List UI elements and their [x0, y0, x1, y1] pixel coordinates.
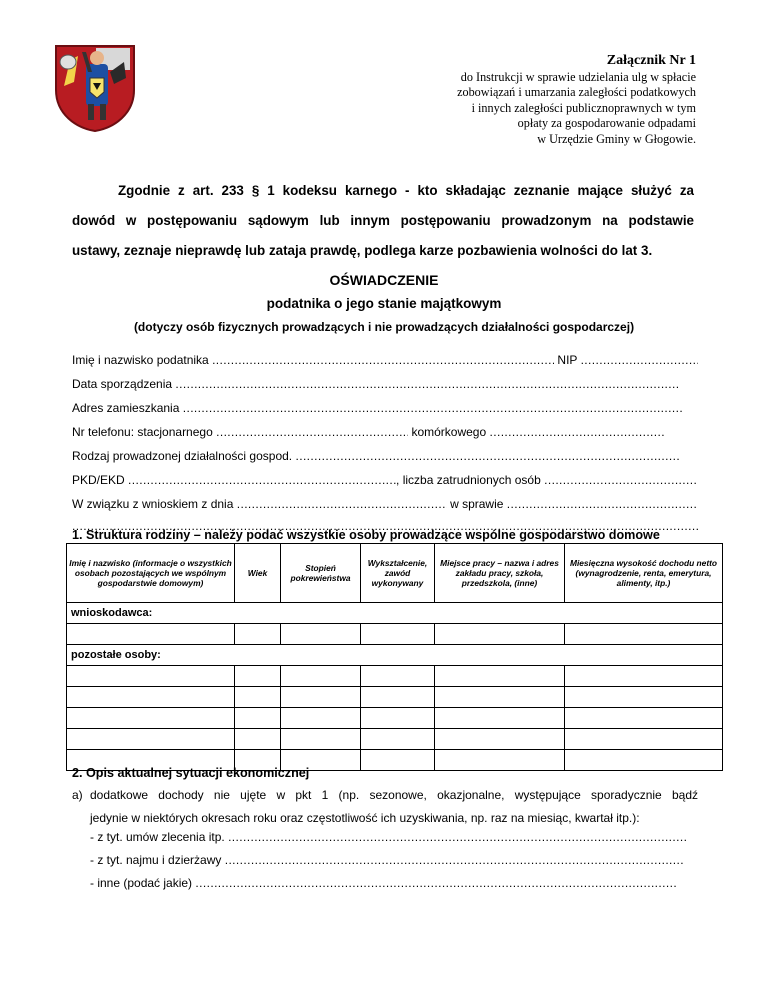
item-a-text-1: dodatkowe dochody nie ujęte w pkt 1 (np. sezonowe, okazjonalne, występujące sporadycznie bądź — [90, 788, 698, 802]
annex-header — [457, 52, 696, 147]
table-cell[interactable] — [235, 624, 281, 645]
table-cell[interactable] — [67, 624, 235, 645]
table-cell[interactable] — [435, 750, 565, 771]
table-header-row — [67, 544, 723, 603]
annex-line: i innych zaległości publicznoprawnych w tym — [471, 100, 696, 115]
table-cell[interactable] — [565, 708, 723, 729]
matter-label: w sprawie — [450, 497, 504, 511]
table-cell[interactable] — [281, 687, 361, 708]
name-input[interactable] — [212, 352, 554, 368]
field-row-address — [72, 400, 698, 416]
pkd-label: PKD/EKD — [72, 473, 125, 487]
table-cell[interactable] — [435, 666, 565, 687]
others-label: pozostałe osoby: — [67, 645, 723, 666]
table-cell[interactable] — [435, 687, 565, 708]
table-cell[interactable] — [565, 624, 723, 645]
document-scope: (dotyczy osób fizycznych prowadzących i nie prowadzących działalności gospodarczej) — [133, 320, 635, 334]
table-cell[interactable] — [235, 729, 281, 750]
table-cell[interactable] — [67, 729, 235, 750]
table-label-row — [67, 645, 723, 666]
warning-line: Zgodnie z art. 233 § 1 kodeksu karnego - kto składając zeznanie mające służyć za — [118, 183, 694, 198]
table-cell[interactable] — [281, 666, 361, 687]
employees-label: , liczba zatrudnionych osób — [396, 473, 541, 487]
mobile-input[interactable] — [490, 424, 664, 440]
table-cell[interactable] — [435, 708, 565, 729]
column-header: Stopień pokrewieństwa — [281, 544, 361, 603]
table-cell[interactable] — [565, 666, 723, 687]
address-label: Adres zamieszkania — [72, 401, 180, 415]
table-row — [67, 666, 723, 687]
table-cell[interactable] — [281, 708, 361, 729]
table-row — [67, 687, 723, 708]
matter-input[interactable] — [507, 496, 698, 512]
field-row-pkd — [72, 472, 698, 488]
income-rental-label: - z tyt. najmu i dzierżawy — [90, 853, 222, 867]
annex-line: opłaty za gospodarowanie odpadami — [517, 116, 696, 131]
table-cell[interactable] — [565, 729, 723, 750]
table-cell[interactable] — [361, 687, 435, 708]
legal-warning — [72, 176, 694, 266]
table-cell[interactable] — [67, 687, 235, 708]
section2-item-a — [72, 784, 698, 830]
table-row — [67, 624, 723, 645]
phone-input[interactable] — [216, 424, 408, 440]
request-date-input[interactable] — [237, 496, 447, 512]
employees-input[interactable] — [544, 472, 698, 488]
table-cell[interactable] — [361, 708, 435, 729]
coat-of-arms — [52, 42, 138, 132]
request-label: W związku z wnioskiem z dnia — [72, 497, 234, 511]
field-row-request — [72, 496, 698, 512]
address-input[interactable] — [183, 400, 683, 416]
table-cell[interactable] — [281, 729, 361, 750]
section1-title: 1. Struktura rodziny – należy podać wszystkie osoby prowadzące wspólne gospodarstwo domowe — [72, 528, 660, 542]
table-row — [67, 729, 723, 750]
column-header: Miesięczna wysokość dochodu netto (wynagrodzenie, renta, emerytura, alimenty, itp.) — [565, 544, 723, 603]
field-row-date — [72, 376, 698, 392]
date-label: Data sporządzenia — [72, 377, 173, 391]
table-cell[interactable] — [361, 750, 435, 771]
document-subtitle: podatnika o jego stanie majątkowym — [266, 296, 502, 311]
annex-line: zobowiązań i umarzania zaległości podatkowych — [457, 85, 696, 100]
table-cell[interactable] — [435, 729, 565, 750]
table-cell[interactable] — [235, 666, 281, 687]
table-cell[interactable] — [235, 708, 281, 729]
mobile-label: komórkowego — [411, 425, 487, 439]
field-row-activity — [72, 448, 698, 464]
item-a-marker: a) — [72, 788, 83, 802]
table-row — [67, 708, 723, 729]
name-label: Imię i nazwisko podatnika — [72, 353, 209, 367]
activity-label: Rodzaj prowadzonej działalności gospod. — [72, 449, 293, 463]
family-table — [66, 543, 723, 771]
income-other-input[interactable] — [195, 875, 677, 891]
table-cell[interactable] — [565, 750, 723, 771]
item-a-line2: jedynie w niektórych okresach roku oraz częstotliwość ich uzyskiwania, np. raz na miesiąc, kwartał itp.): — [90, 811, 640, 825]
column-header: Wykształcenie, zawód wykonywany — [361, 544, 435, 603]
warning-line: ustawy, zeznaje nieprawdę lub zataja prawdę, podlega karze pozbawienia wolności do lat 3. — [72, 243, 653, 258]
warning-line: dowód w postępowaniu sądowym lub innym postępowaniu prowadzonym na podstawie — [72, 213, 694, 228]
income-line-rental — [90, 852, 698, 868]
column-header: Wiek — [235, 544, 281, 603]
table-cell[interactable] — [281, 624, 361, 645]
nip-label: NIP — [557, 353, 578, 367]
field-row-phone — [72, 424, 698, 440]
pkd-input[interactable] — [128, 472, 396, 488]
table-cell[interactable] — [67, 708, 235, 729]
column-header: Imię i nazwisko (informacje o wszystkich osobach pozostających we wspólnym gospodarstwie domowym) — [67, 544, 235, 603]
table-cell[interactable] — [361, 729, 435, 750]
table-cell[interactable] — [67, 666, 235, 687]
nip-input[interactable] — [581, 352, 698, 368]
column-header: Miejsce pracy – nazwa i adres zakładu pracy, szkoła, przedszkola, (inne) — [435, 544, 565, 603]
activity-input[interactable] — [295, 448, 679, 464]
applicant-label: wnioskodawca: — [67, 603, 723, 624]
annex-line: w Urzędzie Gminy w Głogowie. — [537, 131, 696, 146]
income-contracts-label: - z tyt. umów zlecenia itp. — [90, 830, 225, 844]
table-cell[interactable] — [565, 687, 723, 708]
table-cell[interactable] — [361, 666, 435, 687]
income-contracts-input[interactable] — [228, 829, 686, 845]
section2-title: 2. Opis aktualnej sytuacji ekonomicznej — [72, 766, 310, 780]
table-cell[interactable] — [435, 624, 565, 645]
income-rental-input[interactable] — [225, 852, 685, 868]
document-title: OŚWIADCZENIE — [329, 272, 439, 288]
coat-of-arms-icon — [52, 42, 138, 132]
table-cell[interactable] — [361, 624, 435, 645]
field-row-name — [72, 352, 698, 368]
income-line-contracts — [90, 829, 698, 845]
phone-label: Nr telefonu: stacjonarnego — [72, 425, 213, 439]
income-line-other — [90, 875, 698, 891]
table-cell[interactable] — [235, 687, 281, 708]
item-a-line1 — [72, 784, 698, 807]
table-label-row — [67, 603, 723, 624]
date-input[interactable] — [175, 376, 679, 392]
income-other-label: - inne (podać jakie) — [90, 876, 193, 890]
annex-line: do Instrukcji w sprawie udzielania ulg w spłacie — [460, 70, 696, 84]
annex-title: Załącznik Nr 1 — [606, 53, 696, 68]
